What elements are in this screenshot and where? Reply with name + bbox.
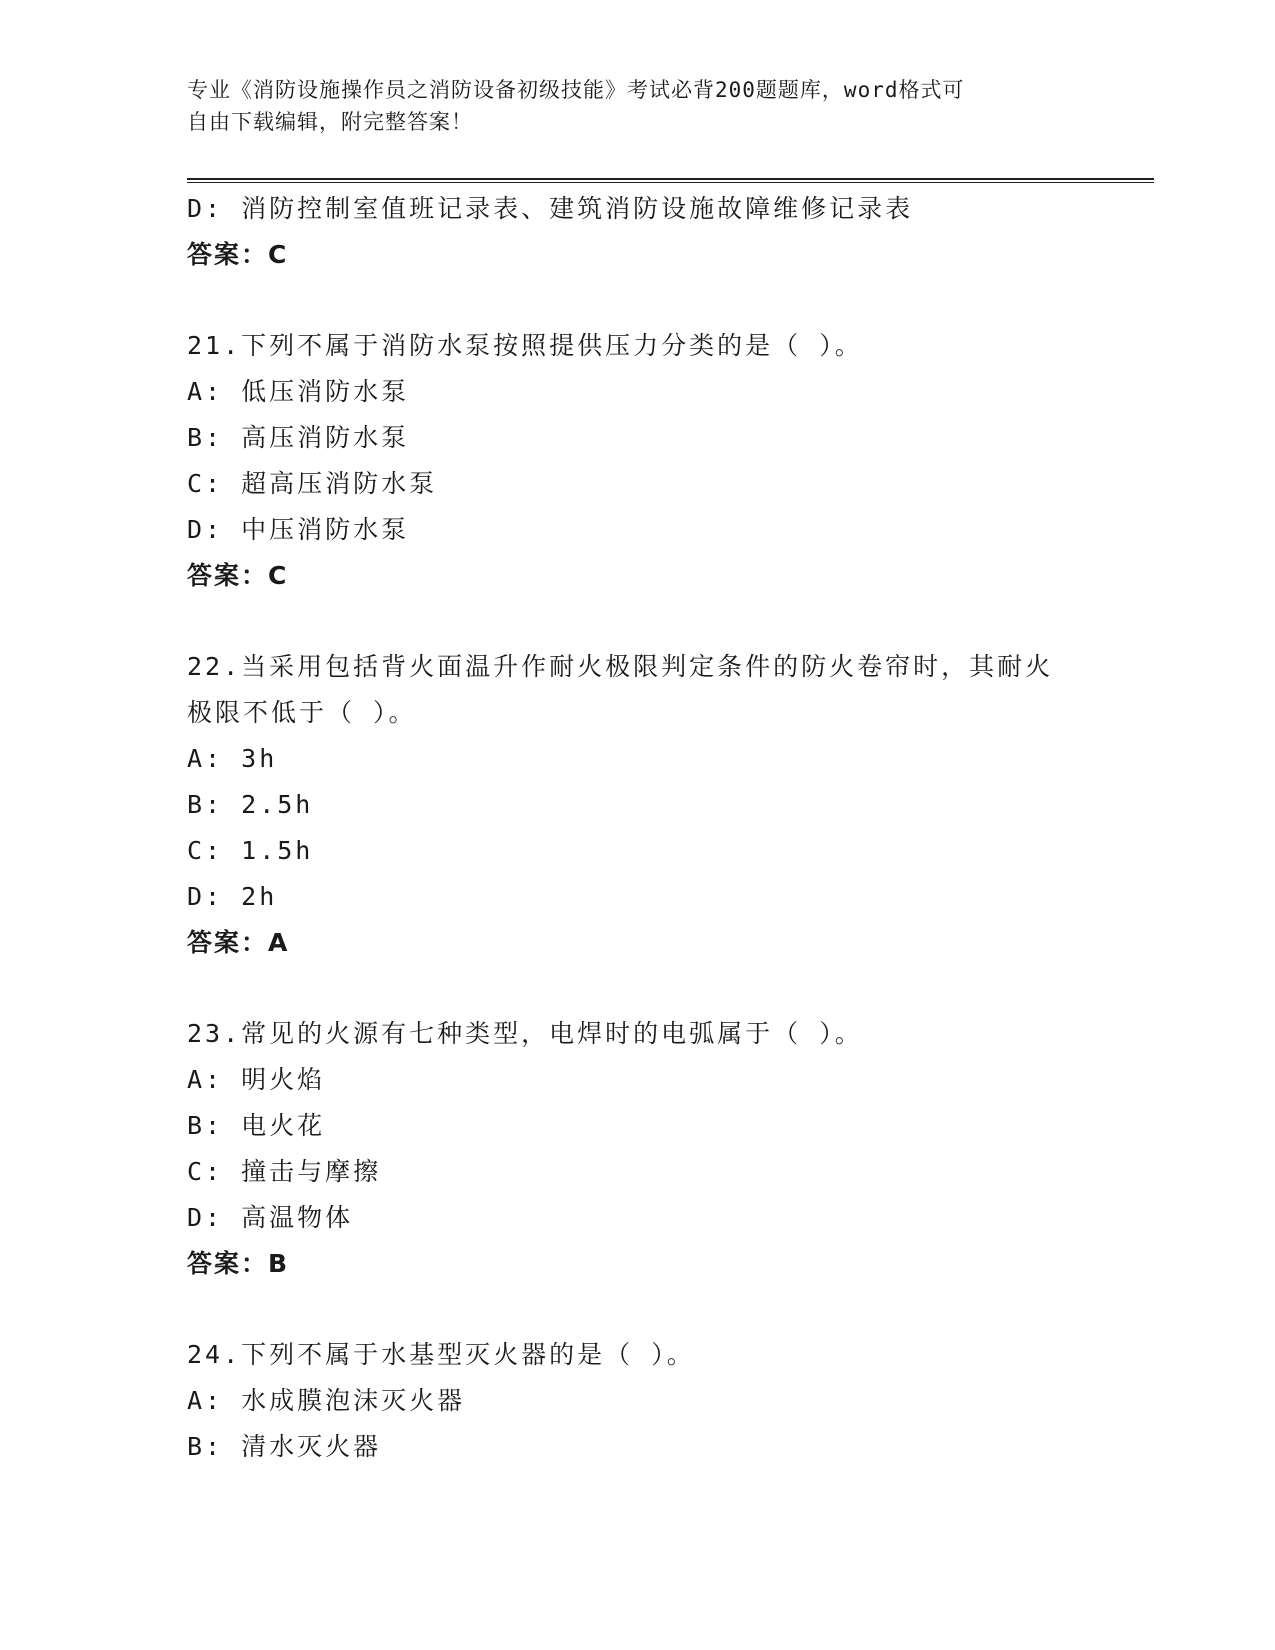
question-21-option-a: A: 低压消防水泵	[187, 377, 410, 406]
question-21	[187, 323, 1087, 599]
question-22	[187, 644, 1087, 966]
question-22-option-b: B: 2.5h	[187, 790, 314, 819]
question-22-text-line-1: 22.当采用包括背火面温升作耐火极限判定条件的防火卷帘时，其耐火	[187, 652, 1054, 681]
question-21-option-d: D: 中压消防水泵	[187, 515, 410, 544]
question-22-answer: 答案：A	[187, 928, 290, 957]
question-22-option-c: C: 1.5h	[187, 836, 314, 865]
spacer	[187, 966, 1087, 1011]
question-24-text: 24.下列不属于水基型灭火器的是（ ）。	[187, 1340, 695, 1369]
question-21-option-c: C: 超高压消防水泵	[187, 469, 438, 498]
question-24	[187, 1332, 1087, 1470]
question-24-option-a: A: 水成膜泡沫灭火器	[187, 1386, 466, 1415]
question-23-text: 23.常见的火源有七种类型，电焊时的电弧属于（ ）。	[187, 1019, 863, 1048]
question-23	[187, 1011, 1087, 1287]
question-23-option-c: C: 撞击与摩擦	[187, 1157, 382, 1186]
question-21-answer: 答案：C	[187, 561, 289, 590]
prev-option-d: D: 消防控制室值班记录表、建筑消防设施故障维修记录表	[187, 194, 914, 223]
spacer	[187, 278, 1087, 323]
question-23-option-a: A: 明火焰	[187, 1065, 326, 1094]
question-23-answer: 答案：B	[187, 1249, 290, 1278]
question-22-option-a: A: 3h	[187, 744, 278, 773]
question-21-option-b: B: 高压消防水泵	[187, 423, 410, 452]
page-header	[187, 74, 1067, 138]
question-content	[187, 186, 1087, 1470]
spacer	[187, 599, 1087, 644]
spacer	[187, 1287, 1087, 1332]
header-divider	[187, 178, 1154, 183]
question-23-option-b: B: 电火花	[187, 1111, 326, 1140]
question-23-option-d: D: 高温物体	[187, 1203, 354, 1232]
header-title-line-2: 自由下载编辑，附完整答案！	[187, 110, 473, 134]
question-24-option-b: B: 清水灭火器	[187, 1432, 382, 1461]
header-title-line-1: 专业《消防设施操作员之消防设备初级技能》考试必背200题题库，word格式可	[187, 78, 965, 102]
prev-answer: 答案：C	[187, 240, 289, 269]
question-22-option-d: D: 2h	[187, 882, 278, 911]
question-21-text: 21.下列不属于消防水泵按照提供压力分类的是（ ）。	[187, 331, 863, 360]
question-22-text-line-2: 极限不低于（ ）。	[187, 698, 417, 727]
